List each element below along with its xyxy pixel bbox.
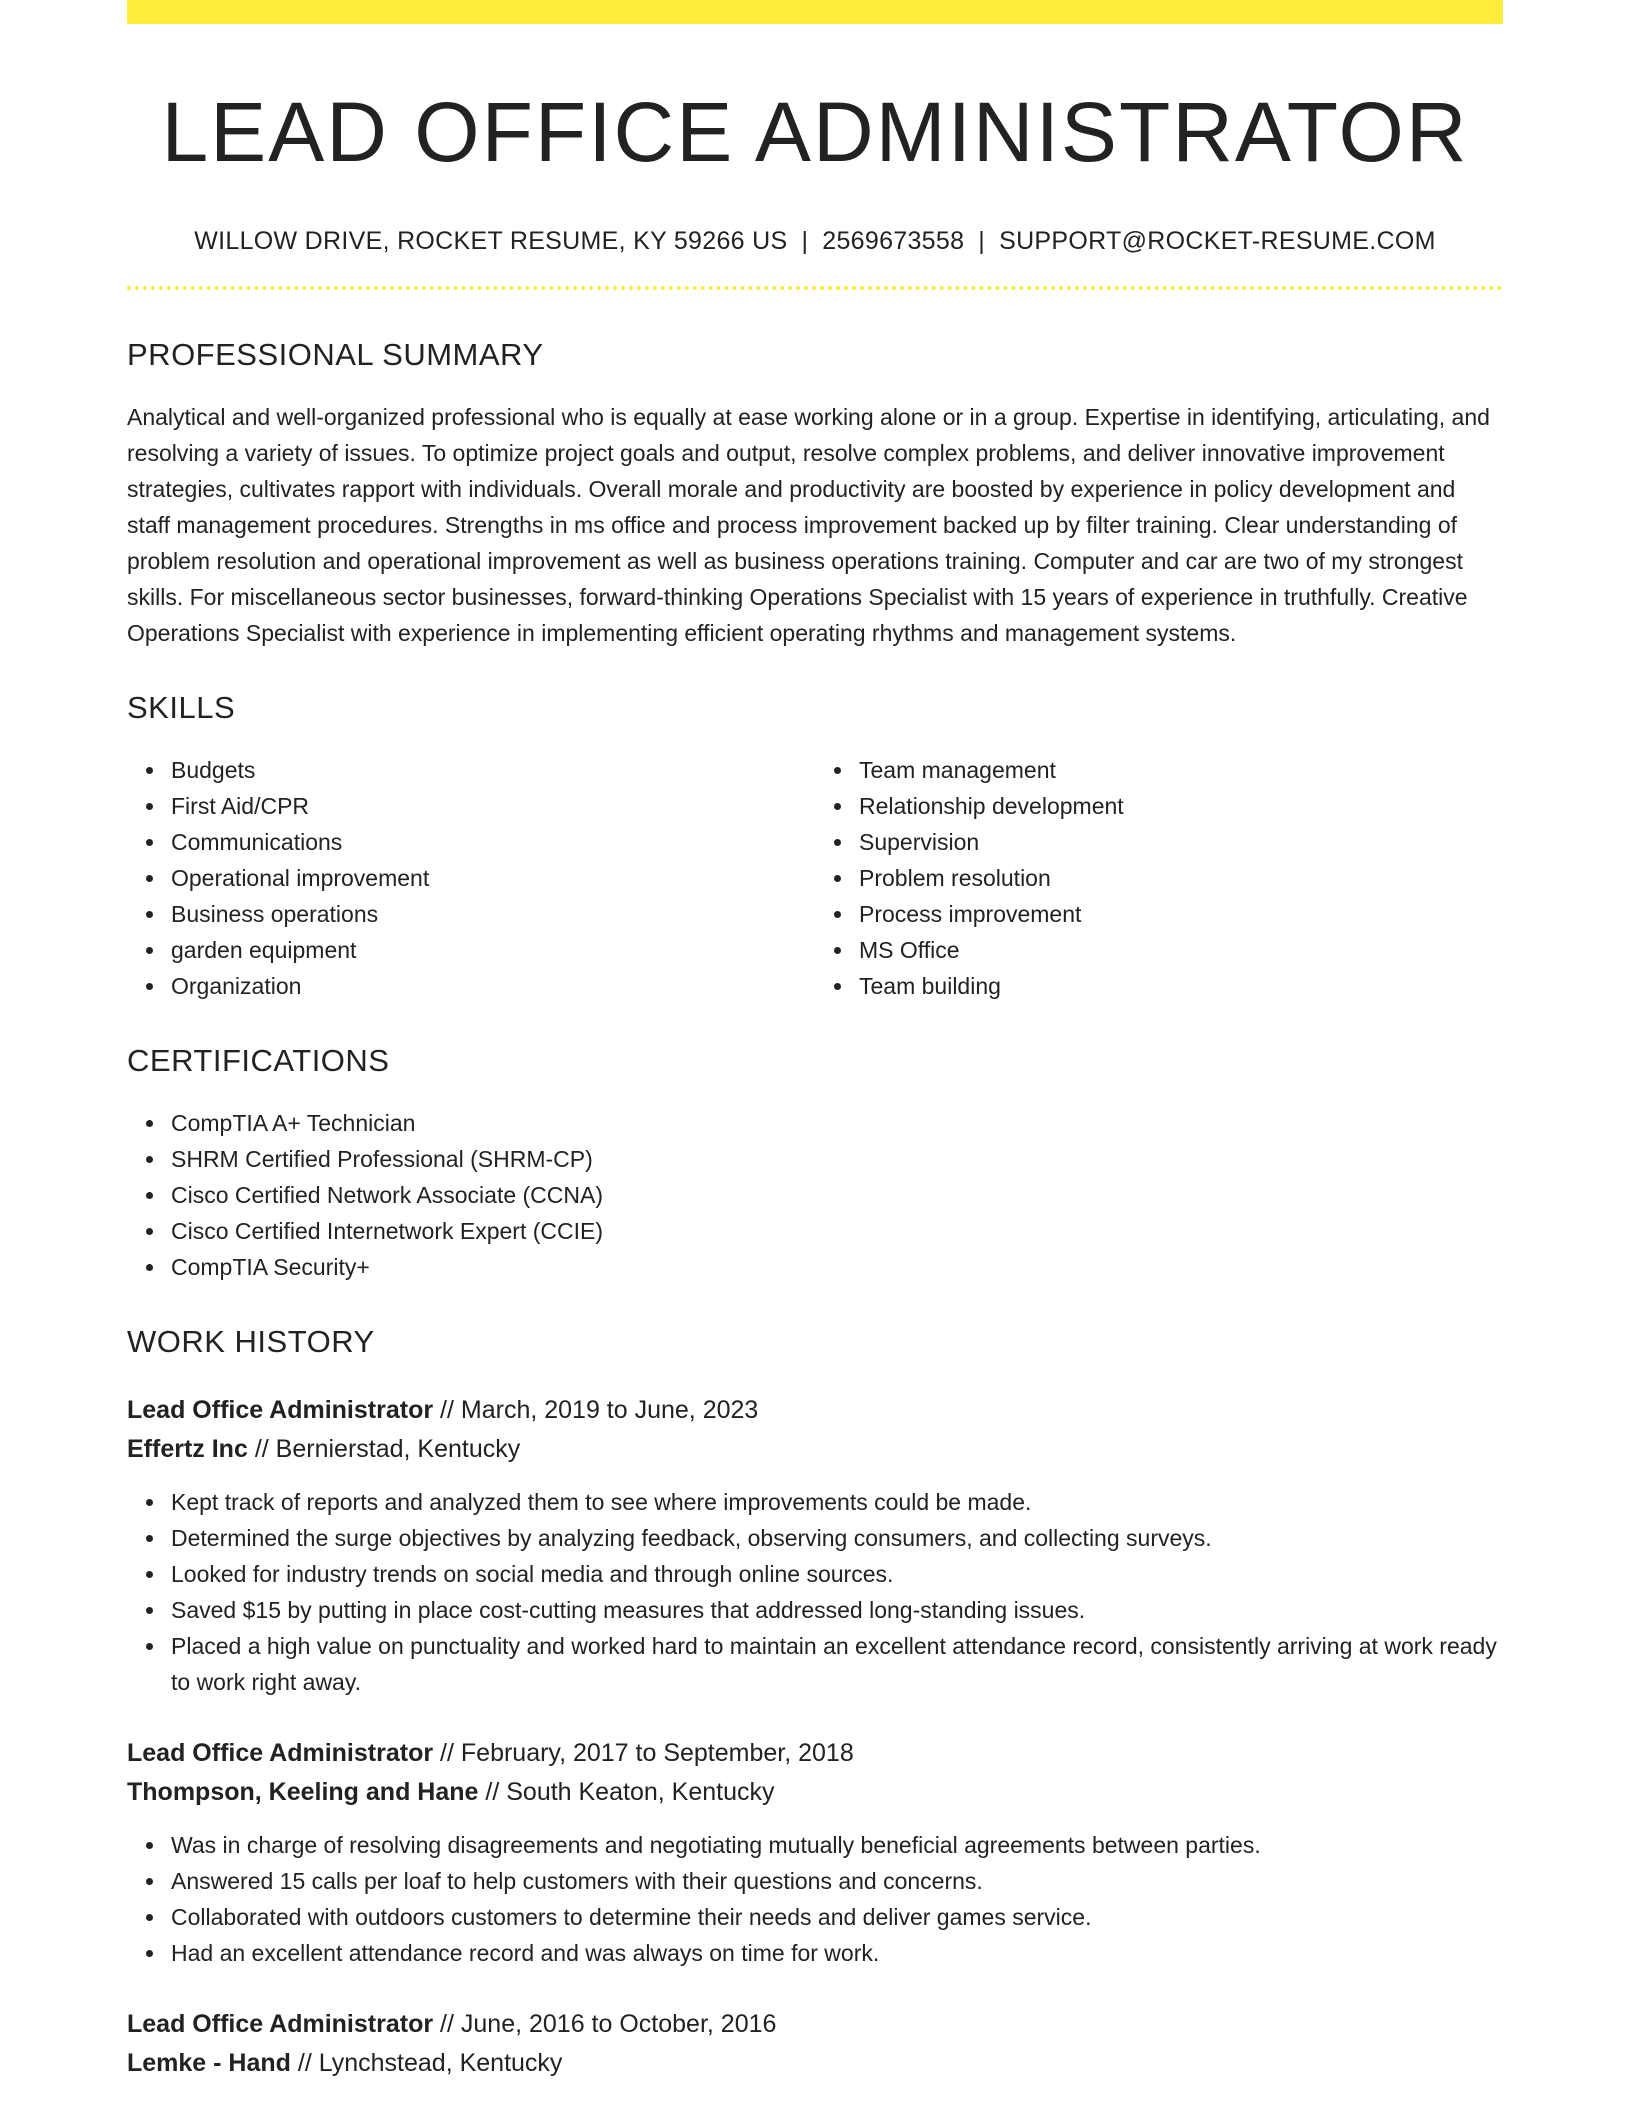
certification-item: CompTIA Security+ (171, 1249, 1503, 1285)
job-dates: February, 2017 to September, 2018 (460, 1738, 854, 1767)
job-location: Bernierstad, Kentucky (275, 1434, 521, 1463)
job-role: Lead Office Administrator (127, 1395, 434, 1424)
skill-item: Operational improvement (171, 860, 815, 896)
job-duty-item: Saved $15 by putting in place cost-cutting measures that addressed long-standing issues. (171, 1592, 1503, 1628)
job-role: Lead Office Administrator (127, 2009, 434, 2038)
resume-page (127, 0, 1503, 2083)
job-title-line (127, 1734, 1503, 1773)
job-entry (127, 1734, 1503, 1971)
skills-list-left (127, 752, 815, 1004)
job-separator: // (440, 1395, 454, 1424)
job-duties-list (127, 1827, 1503, 1971)
job-dates: March, 2019 to June, 2023 (460, 1395, 759, 1424)
job-company: Effertz Inc (127, 1434, 248, 1463)
job-company-line (127, 1773, 1503, 1812)
certification-item: SHRM Certified Professional (SHRM-CP) (171, 1141, 1503, 1177)
job-separator: // (297, 2048, 312, 2077)
contact-separator: | (801, 226, 809, 255)
job-duty-item: Placed a high value on punctuality and worked hard to maintain an excellent attendance record, consistently arriving at work ready to work right away. (171, 1628, 1503, 1700)
contact-email: SUPPORT@ROCKET-RESUME.COM (999, 226, 1436, 255)
skill-item: Business operations (171, 896, 815, 932)
job-entry (127, 1391, 1503, 1700)
job-entry (127, 2005, 1503, 2083)
skill-item: Supervision (859, 824, 1503, 860)
skill-item: Relationship development (859, 788, 1503, 824)
skill-item: Organization (171, 968, 815, 1004)
skills-grid (127, 752, 1503, 1004)
skill-item: Process improvement (859, 896, 1503, 932)
work-history-heading: WORK HISTORY (127, 1324, 375, 1360)
certification-item: Cisco Certified Network Associate (CCNA) (171, 1177, 1503, 1213)
accent-top-bar (127, 0, 1503, 24)
certifications-heading: CERTIFICATIONS (127, 1043, 390, 1079)
job-duty-item: Collaborated with outdoors customers to determine their needs and deliver games service. (171, 1899, 1503, 1935)
skills-list-right (815, 752, 1503, 1004)
work-history-list (127, 1391, 1503, 2083)
skill-item: Communications (171, 824, 815, 860)
skill-item: garden equipment (171, 932, 815, 968)
job-duty-item: Answered 15 calls per loaf to help customers with their questions and concerns. (171, 1863, 1503, 1899)
job-company: Lemke - Hand (127, 2048, 291, 2077)
summary-text: Analytical and well-organized professional who is equally at ease working alone or in a group. Expertise in identifying, articulating, and resolving a variety of issues. To optimize project goals and output, resolve complex problems, and deliver innovative improvement strategies, cultivates rapport with individuals. Overall morale and productivity are boosted by experience in policy development and staff management procedures. Strengths in ms office and process improvement backed up by filter training. Clear understanding of problem resolution and operational improvement as well as business operations training. Computer and car are two of my strongest skills. For miscellaneous sector businesses, forward-thinking Operations Specialist with 15 years of experience in truthfully. Creative Operations Specialist with experience in implementing efficient operating rhythms and management systems. (127, 403, 1490, 646)
certification-item: CompTIA A+ Technician (171, 1105, 1503, 1141)
contact-line (127, 227, 1503, 256)
job-location: Lynchstead, Kentucky (318, 2048, 563, 2077)
job-separator: // (254, 1434, 269, 1463)
job-title-line (127, 1391, 1503, 1430)
dotted-divider (127, 286, 1503, 290)
job-title-line (127, 2005, 1503, 2044)
job-company-line (127, 2044, 1503, 2083)
resume-title: LEAD OFFICE ADMINISTRATOR (161, 85, 1469, 179)
summary-heading: PROFESSIONAL SUMMARY (127, 336, 544, 372)
skills-heading: SKILLS (127, 689, 236, 725)
job-role: Lead Office Administrator (127, 1738, 434, 1767)
job-dates: June, 2016 to October, 2016 (460, 2009, 777, 2038)
contact-separator: | (978, 226, 986, 255)
job-location: South Keaton, Kentucky (506, 1777, 775, 1806)
job-duty-item: Had an excellent attendance record and was always on time for work. (171, 1935, 1503, 1971)
job-separator: // (440, 2009, 454, 2038)
contact-phone: 2569673558 (822, 226, 965, 255)
job-duties-list (127, 1484, 1503, 1700)
job-company: Thompson, Keeling and Hane (127, 1777, 479, 1806)
skill-item: First Aid/CPR (171, 788, 815, 824)
job-duty-item: Determined the surge objectives by analyzing feedback, observing consumers, and collecting surveys. (171, 1520, 1503, 1556)
job-duty-item: Kept track of reports and analyzed them to see where improvements could be made. (171, 1484, 1503, 1520)
skill-item: MS Office (859, 932, 1503, 968)
certification-item: Cisco Certified Internetwork Expert (CCIE) (171, 1213, 1503, 1249)
skill-item: Budgets (171, 752, 815, 788)
skill-item: Team management (859, 752, 1503, 788)
job-duty-item: Was in charge of resolving disagreements and negotiating mutually beneficial agreements between parties. (171, 1827, 1503, 1863)
job-company-line (127, 1430, 1503, 1469)
contact-address: WILLOW DRIVE, ROCKET RESUME, KY 59266 US (194, 226, 788, 255)
job-separator: // (485, 1777, 500, 1806)
job-duty-item: Looked for industry trends on social media and through online sources. (171, 1556, 1503, 1592)
certifications-list (127, 1105, 1503, 1285)
job-separator: // (440, 1738, 454, 1767)
skill-item: Problem resolution (859, 860, 1503, 896)
skill-item: Team building (859, 968, 1503, 1004)
